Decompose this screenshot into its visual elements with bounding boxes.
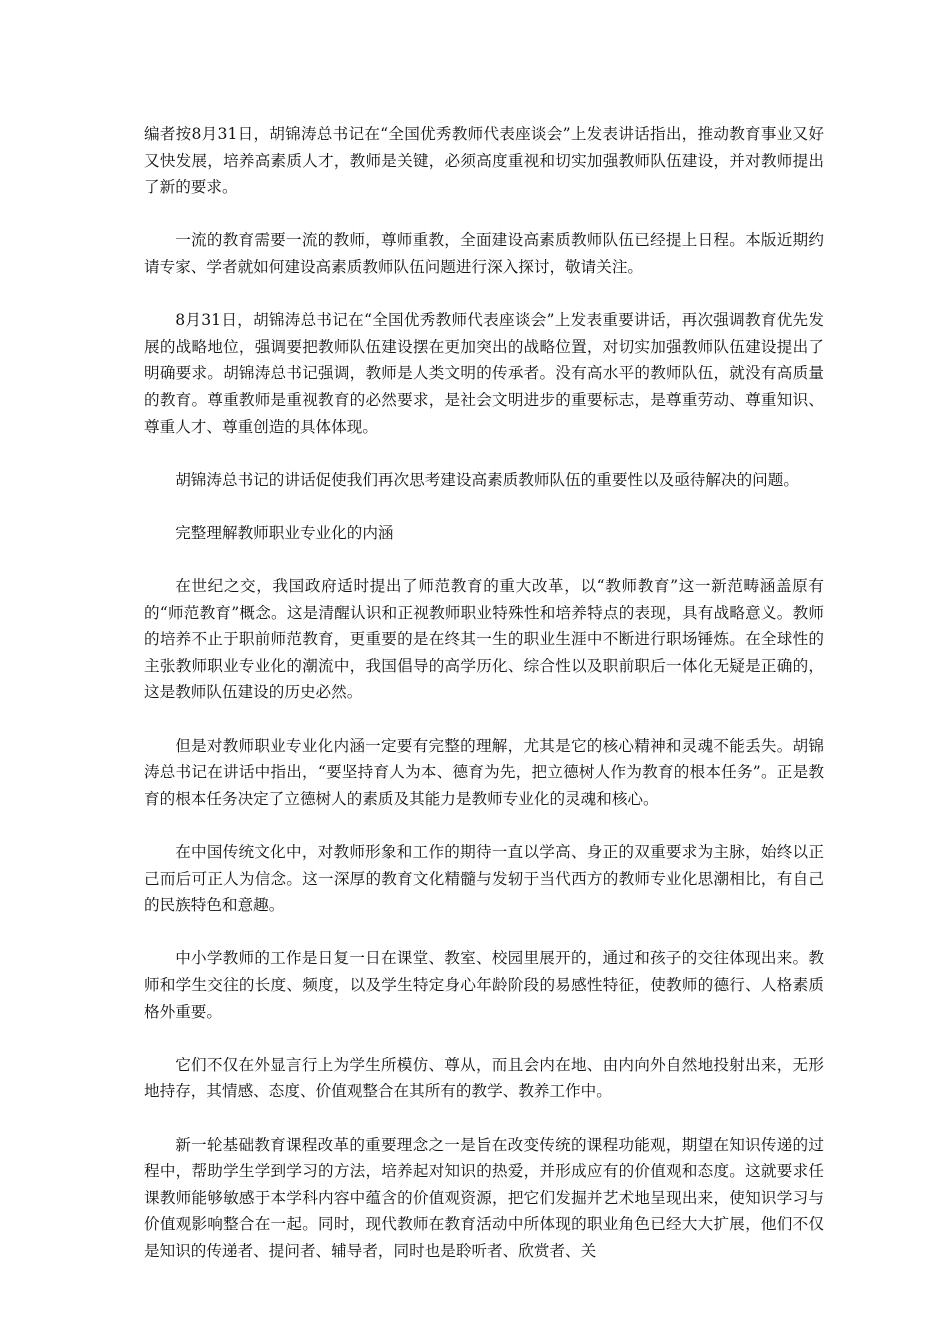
body-paragraph: 胡锦涛总书记的讲话促使我们再次思考建设高素质教师队伍的重要性以及亟待解决的问题。 — [175, 470, 799, 489]
body-paragraph: 在中国传统文化中，对教师形象和工作的期待一直以学高、身正的双重要求为主脉，始终以正己而后可正人为信念。这一深厚的教育文化精髓与发轫于当代西方的教师专业化思潮相比，有自己的民族特色和意趣。 — [144, 843, 824, 915]
body-paragraph: 在世纪之交，我国政府适时提出了师范教育的重大改革，以“教师教育”这一新范畴涵盖原有的“师范教育”概念。这是清醒认识和正视教师职业特殊性和培养特点的表现，具有战略意义。教师的培养不止于职前师范教育，更重要的是在终其一生的职业生涯中不断进行职场锤炼。在全球性的主张教师职业专业化的潮流中，我国倡导的高学历化、综合性以及职前职后一体化无疑是正确的，这是教师队伍建设的历史必然。 — [144, 577, 824, 702]
body-paragraph: 8月31日，胡锦涛总书记在“全国优秀教师代表座谈会”上发表重要讲话，再次强调教育优先发展的战略地位，强调要把教师队伍建设摆在更加突出的战略位置，对切实加强教师队伍建设提出了明确要求。胡锦涛总书记强调，教师是人类文明的传承者。没有高水平的教师队伍，就没有高质量的教育。尊重教师是重视教育的必然要求，是社会文明进步的重要标志，是尊重劳动、尊重知识、尊重人才、尊重创造的具体体现。 — [144, 311, 824, 436]
section-heading: 完整理解教师职业专业化的内涵 — [175, 523, 394, 542]
editor-note-paragraph: 编者按8月31日，胡锦涛总书记在“全国优秀教师代表座谈会”上发表讲话指出，推动教育事业又好又快发展，培养高素质人才，教师是关键，必须高度重视和切实加强教师队伍建设，并对教师提出了新的要求。 — [144, 125, 824, 197]
intro-paragraph: 一流的教育需要一流的教师，尊师重教，全面建设高素质教师队伍已经提上日程。本版近期约请专家、学者就如何建设高素质教师队伍问题进行深入探讨，敬请关注。 — [144, 231, 824, 276]
body-paragraph: 但是对教师职业专业化内涵一定要有完整的理解，尤其是它的核心精神和灵魂不能丢失。胡锦涛总书记在讲话中指出，“要坚持育人为本、德育为先，把立德树人作为教育的根本任务”。正是教育的根本任务决定了立德树人的素质及其能力是教师专业化的灵魂和核心。 — [144, 736, 824, 808]
body-paragraph: 它们不仅在外显言行上为学生所模仿、尊从，而且会内在地、由内向外自然地投射出来，无形地持存，其情感、态度、价值观整合在其所有的教学、教养工作中。 — [144, 1055, 824, 1101]
document-page — [144, 121, 824, 1291]
body-paragraph: 中小学教师的工作是日复一日在课堂、教室、校园里展开的，通过和孩子的交往体现出来。教师和学生交往的长度、频度，以及学生特定身心年龄阶段的易感性特征，使教师的德行、人格素质格外重要。 — [144, 949, 824, 1021]
body-paragraph: 新一轮基础教育课程改革的重要理念之一是旨在改变传统的课程功能观，期望在知识传递的过程中，帮助学生学到学习的方法，培养起对知识的热爱，并形成应有的价值观和态度。这就要求任课教师能够敏感于本学科内容中蕴含的价值观资源，把它们发掘并艺术地呈现出来，使知识学习与价值观影响整合在一起。同时，现代教师在教育活动中所体现的职业角色已经大大扩展，他们不仅是知识的传递者、提问者、辅导者，同时也是聆听者、欣赏者、关 — [144, 1135, 824, 1260]
